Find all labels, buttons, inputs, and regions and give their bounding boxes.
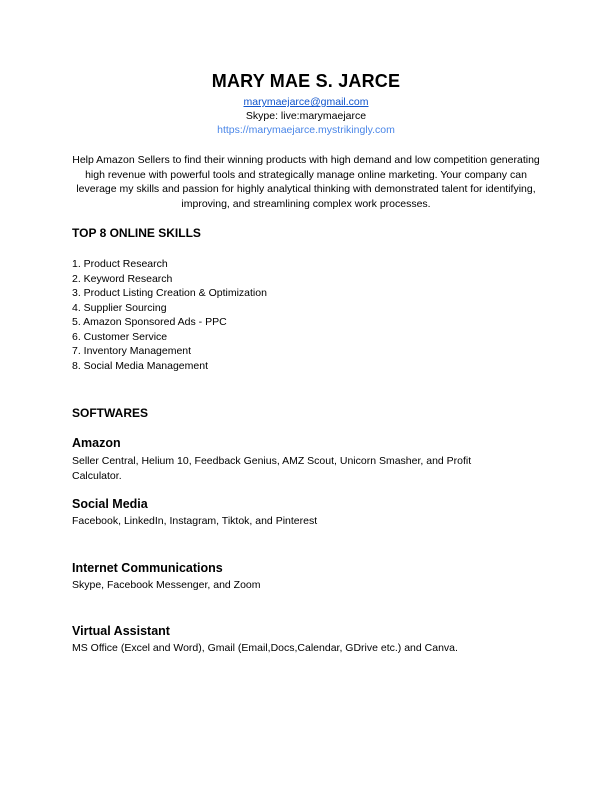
internet-communications-heading: Internet Communications — [72, 561, 223, 575]
list-item: 7. Inventory Management — [72, 345, 192, 357]
email-line — [0, 96, 612, 109]
list-item: 1. Product Research — [72, 258, 168, 270]
virtual-assistant-heading: Virtual Assistant — [72, 624, 170, 638]
summary-paragraph: Help Amazon Sellers to find their winning products with high demand and low competition generating high revenue with powerful tools and strategically manage online marketing. Your company can leverage my skills and passion for highly analytical thinking with demonstrated talent for identifying, improving, and streamlining complex work processes. — [72, 154, 540, 210]
list-item: 5. Amazon Sponsored Ads - PPC — [72, 316, 227, 328]
internet-communications-tools: Skype, Facebook Messenger, and Zoom — [72, 579, 261, 591]
list-item: 2. Keyword Research — [72, 272, 173, 285]
social-media-heading: Social Media — [72, 497, 148, 511]
list-item: 8. Social Media Management — [72, 359, 208, 372]
page-title: MARY MAE S. JARCE — [211, 71, 401, 91]
skype-line: Skype: live:marymaejarce — [245, 110, 367, 122]
skills-list — [72, 257, 267, 373]
list-item: 3. Product Listing Creation & Optimization — [72, 287, 267, 299]
website-link[interactable]: https://marymaejarce.mystrikingly.com — [217, 124, 395, 136]
email-link[interactable]: marymaejarce@gmail.com — [243, 96, 369, 108]
skills-section-title: TOP 8 ONLINE SKILLS — [72, 226, 201, 240]
virtual-assistant-tools: MS Office (Excel and Word), Gmail (Email,Docs,Calendar, GDrive etc.) and Canva. — [72, 642, 458, 654]
list-item: 6. Customer Service — [72, 330, 168, 343]
list-item: 4. Supplier Sourcing — [72, 301, 167, 314]
social-media-tools: Facebook, LinkedIn, Instagram, Tiktok, and Pinterest — [72, 515, 318, 527]
softwares-section-title: SOFTWARES — [72, 406, 149, 420]
amazon-heading: Amazon — [72, 436, 121, 450]
amazon-tools: Seller Central, Helium 10, Feedback Genius, AMZ Scout, Unicorn Smasher, and Profit Calculator. — [72, 455, 472, 482]
